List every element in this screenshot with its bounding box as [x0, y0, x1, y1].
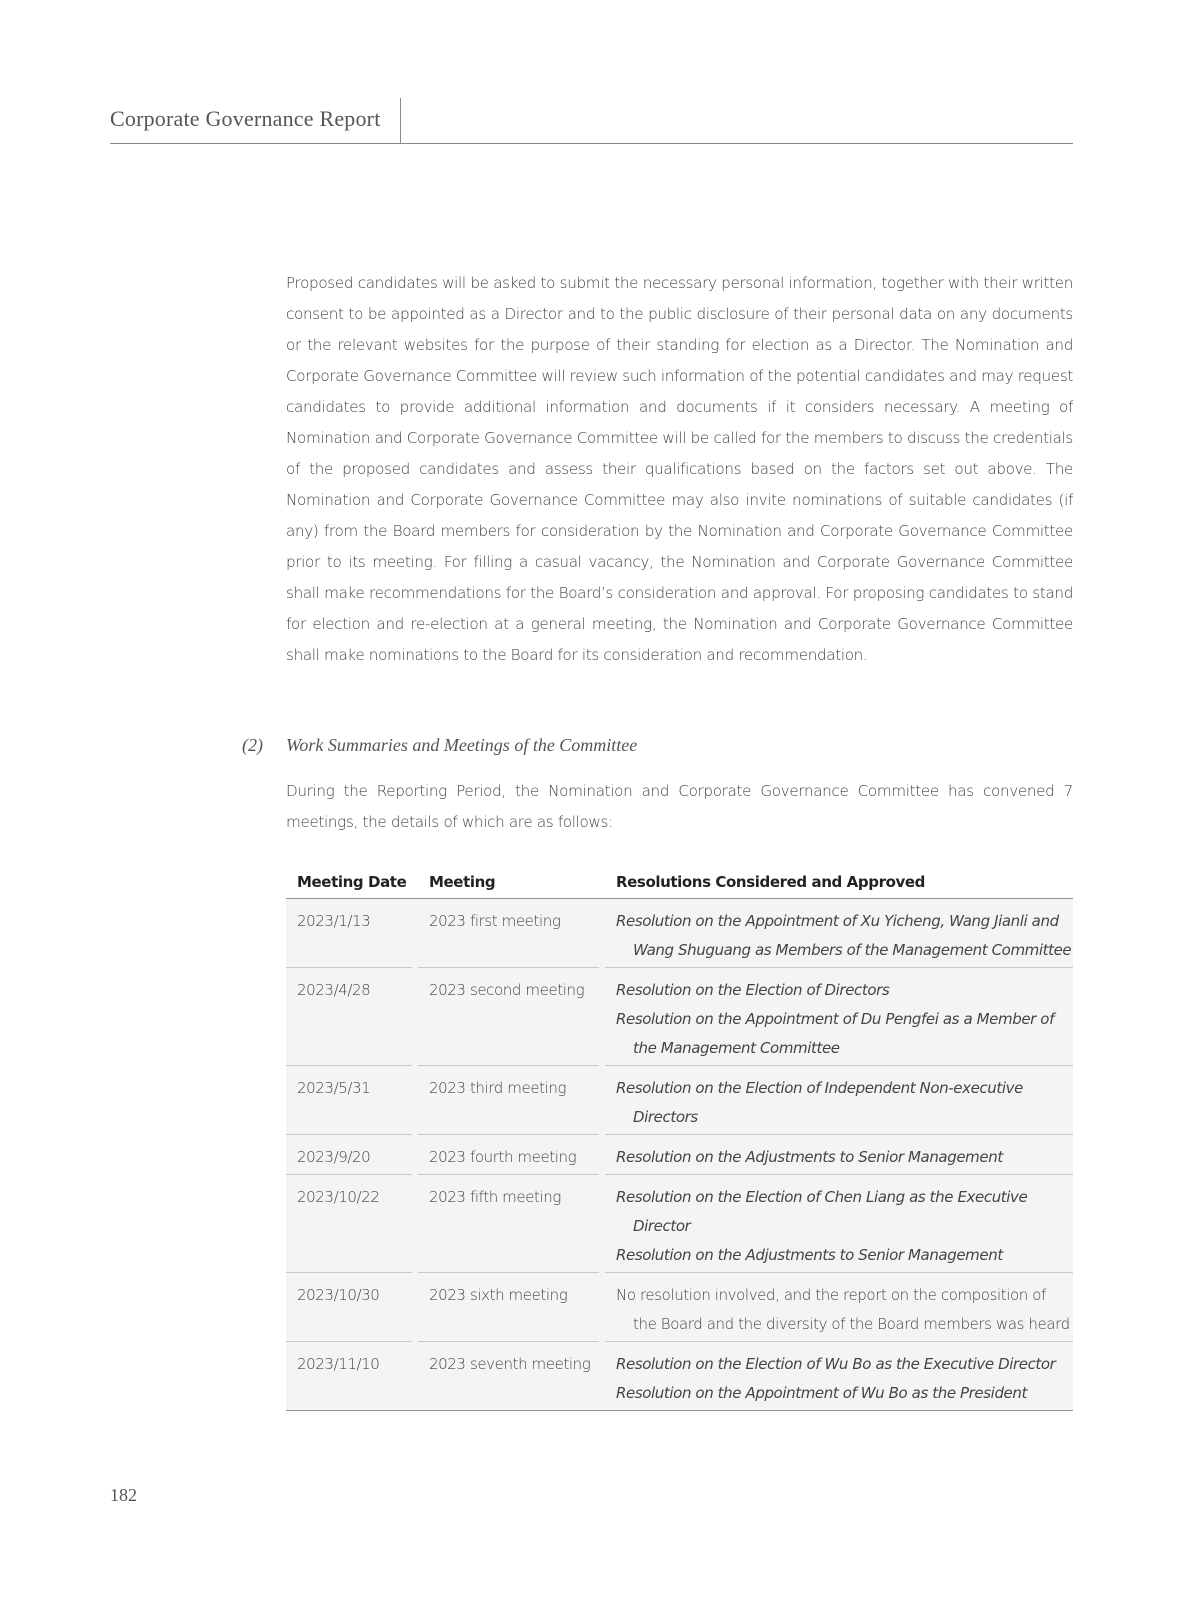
header-meeting: Meeting: [429, 873, 496, 891]
table-body: [286, 899, 1073, 1411]
resolutions-cell: [605, 1175, 1073, 1273]
header-meeting-date: Meeting Date: [297, 873, 407, 891]
resolution-item: Resolution on the Appointment of Xu Yicheng, Wang Jianli and Wang Shuguang as Members of the Management Committee: [616, 912, 1072, 959]
section-number: (2): [242, 735, 263, 755]
resolution-item: Resolution on the Election of Wu Bo as the Executive Director: [616, 1355, 1056, 1373]
section-heading: [242, 735, 637, 756]
table-header: [286, 866, 1073, 899]
meeting-name-cell: 2023 third meeting: [418, 1066, 599, 1135]
resolution-item: Resolution on the Election of Directors: [616, 981, 890, 999]
resolution-item: Resolution on the Appointment of Wu Bo as the President: [616, 1384, 1027, 1402]
resolutions-cell: [605, 899, 1073, 968]
resolution-item: Resolution on the Adjustments to Senior Management: [616, 1246, 1003, 1264]
header-divider: [400, 98, 401, 143]
table-row: [286, 1175, 1073, 1273]
table-row: [286, 1066, 1073, 1135]
meetings-table: [286, 866, 1073, 1411]
section-title: Work Summaries and Meetings of the Committee: [286, 735, 638, 755]
meeting-name-cell: 2023 sixth meeting: [418, 1273, 599, 1342]
nomination-procedure-paragraph: Proposed candidates will be asked to submit the necessary personal information, together with their written consent to be appointed as a Director and to the public disclosure of their personal data on any documents or the relevant websites for the purpose of their standing for election as a Director. The Nomination and Corporate Governance Committee will review such information of the potential candidates and may request candidates to provide additional information and documents if it considers necessary. A meeting of Nomination and Corporate Governance Committee will be called for the members to discuss the credentials of the proposed candidates and assess their qualifications based on the factors set out above. The Nomination and Corporate Governance Committee may also invite nominations of suitable candidates (if any) from the Board members for consideration by the Nomination and Corporate Governance Committee prior to its meeting. For filling a casual vacancy, the Nomination and Corporate Governance Committee shall make recommendations for the Board’s consideration and approval. For proposing candidates to stand for election and re-election at a general meeting, the Nomination and Corporate Governance Committee shall make nominations to the Board for its consideration and recommendation.: [286, 274, 1073, 664]
resolution-item: Resolution on the Adjustments to Senior Management: [616, 1148, 1003, 1166]
meetings-intro-paragraph: During the Reporting Period, the Nomination and Corporate Governance Committee has convened 7 meetings, the details of which are as follows:: [286, 782, 1073, 831]
resolutions-cell: [605, 1273, 1073, 1342]
table-row: [286, 899, 1073, 968]
resolutions-cell: [605, 1066, 1073, 1135]
meeting-date-cell: 2023/11/10: [297, 1355, 380, 1373]
resolution-item: Resolution on the Election of Independent Non-executive Directors: [616, 1079, 1023, 1126]
meeting-date-cell: 2023/5/31: [286, 1066, 412, 1135]
meeting-name-cell: 2023 second meeting: [418, 968, 599, 1066]
table-row: [286, 1135, 1073, 1175]
table-row: [286, 968, 1073, 1066]
resolution-item: No resolution involved, and the report on the composition of the Board and the diversity of the Board members was heard: [616, 1286, 1070, 1333]
report-title: Corporate Governance Report: [110, 106, 381, 131]
header-resolutions: Resolutions Considered and Approved: [616, 873, 925, 891]
resolution-item: Resolution on the Election of Chen Liang as the Executive Director: [616, 1188, 1028, 1235]
meeting-name-cell: 2023 seventh meeting: [429, 1355, 591, 1373]
meeting-date-cell: 2023/1/13: [286, 899, 412, 968]
resolutions-cell: [605, 968, 1073, 1066]
page-header: [110, 98, 1073, 144]
table-row: [286, 1342, 1073, 1410]
meeting-name-cell: 2023 first meeting: [418, 899, 599, 968]
meeting-name-cell: 2023 fifth meeting: [418, 1175, 599, 1273]
meeting-date-cell: 2023/9/20: [286, 1135, 412, 1175]
page-number: 182: [110, 1485, 137, 1505]
resolution-item: Resolution on the Appointment of Du Pengfei as a Member of the Management Committee: [616, 1010, 1054, 1057]
meeting-date-cell: 2023/4/28: [286, 968, 412, 1066]
meeting-name-cell: 2023 fourth meeting: [418, 1135, 599, 1175]
resolutions-cell: [605, 1135, 1073, 1175]
meeting-date-cell: 2023/10/30: [286, 1273, 412, 1342]
meeting-date-cell: 2023/10/22: [286, 1175, 412, 1273]
resolutions-cell: [605, 1342, 1073, 1410]
table-row: [286, 1273, 1073, 1342]
